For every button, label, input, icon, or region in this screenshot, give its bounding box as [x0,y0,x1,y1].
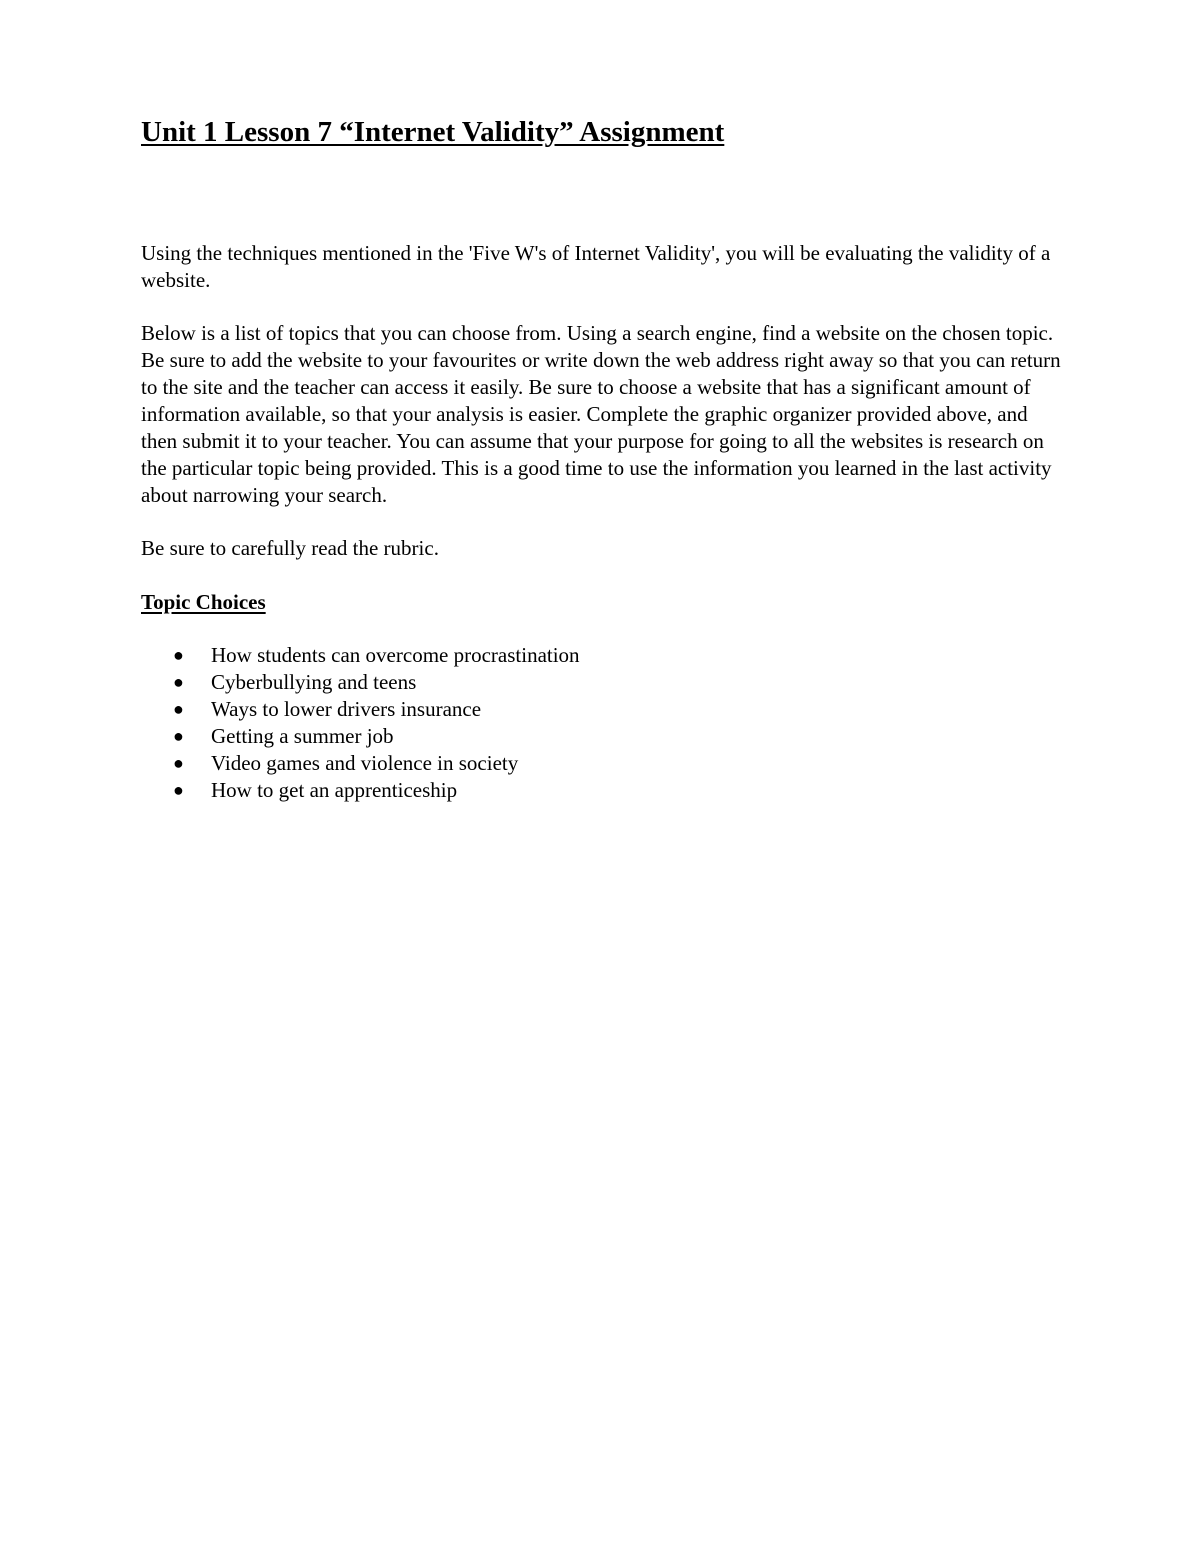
topic-label: Cyberbullying and teens [211,670,417,694]
list-item [141,723,1061,750]
topic-label: How to get an apprenticeship [211,778,458,802]
document-title: Unit 1 Lesson 7 “Internet Validity” Assignment [141,116,725,148]
bullet-icon: ● [173,672,184,692]
bullet-icon: ● [173,699,184,719]
topics-list [141,642,1061,804]
topic-label: Getting a summer job [211,724,394,748]
topic-label: Ways to lower drivers insurance [211,697,482,721]
list-item [141,669,1061,696]
rubric-note-paragraph: Be sure to carefully read the rubric. [141,536,439,560]
instructions-paragraph: Below is a list of topics that you can choose from. Using a search engine, find a website on the chosen topic. Be sure to add the website to your favourites or write down the web address right away so that you can return to the site and the teacher can access it easily. Be sure to choose a website that has a significant amount of information available, so that your analysis is easier. Complete the graphic organizer provided above, and then submit it to your teacher. You can assume that your purpose for going to all the websites is research on the particular topic being provided. This is a good time to use the information you learned in the last activity about narrowing your search. [141,321,1061,507]
intro-paragraph: Using the techniques mentioned in the 'Five W's of Internet Validity', you will be evaluating the validity of a website. [141,241,1051,292]
list-item [141,696,1061,723]
bullet-icon: ● [173,753,184,773]
bullet-icon: ● [173,645,184,665]
topic-label: How students can overcome procrastination [211,643,580,667]
topic-label: Video games and violence in society [211,751,519,775]
list-item [141,750,1061,777]
list-item [141,642,1061,669]
document-page [141,112,1061,804]
list-item [141,777,1061,804]
topics-heading: Topic Choices [141,590,266,614]
bullet-icon: ● [173,726,184,746]
bullet-icon: ● [173,780,184,800]
